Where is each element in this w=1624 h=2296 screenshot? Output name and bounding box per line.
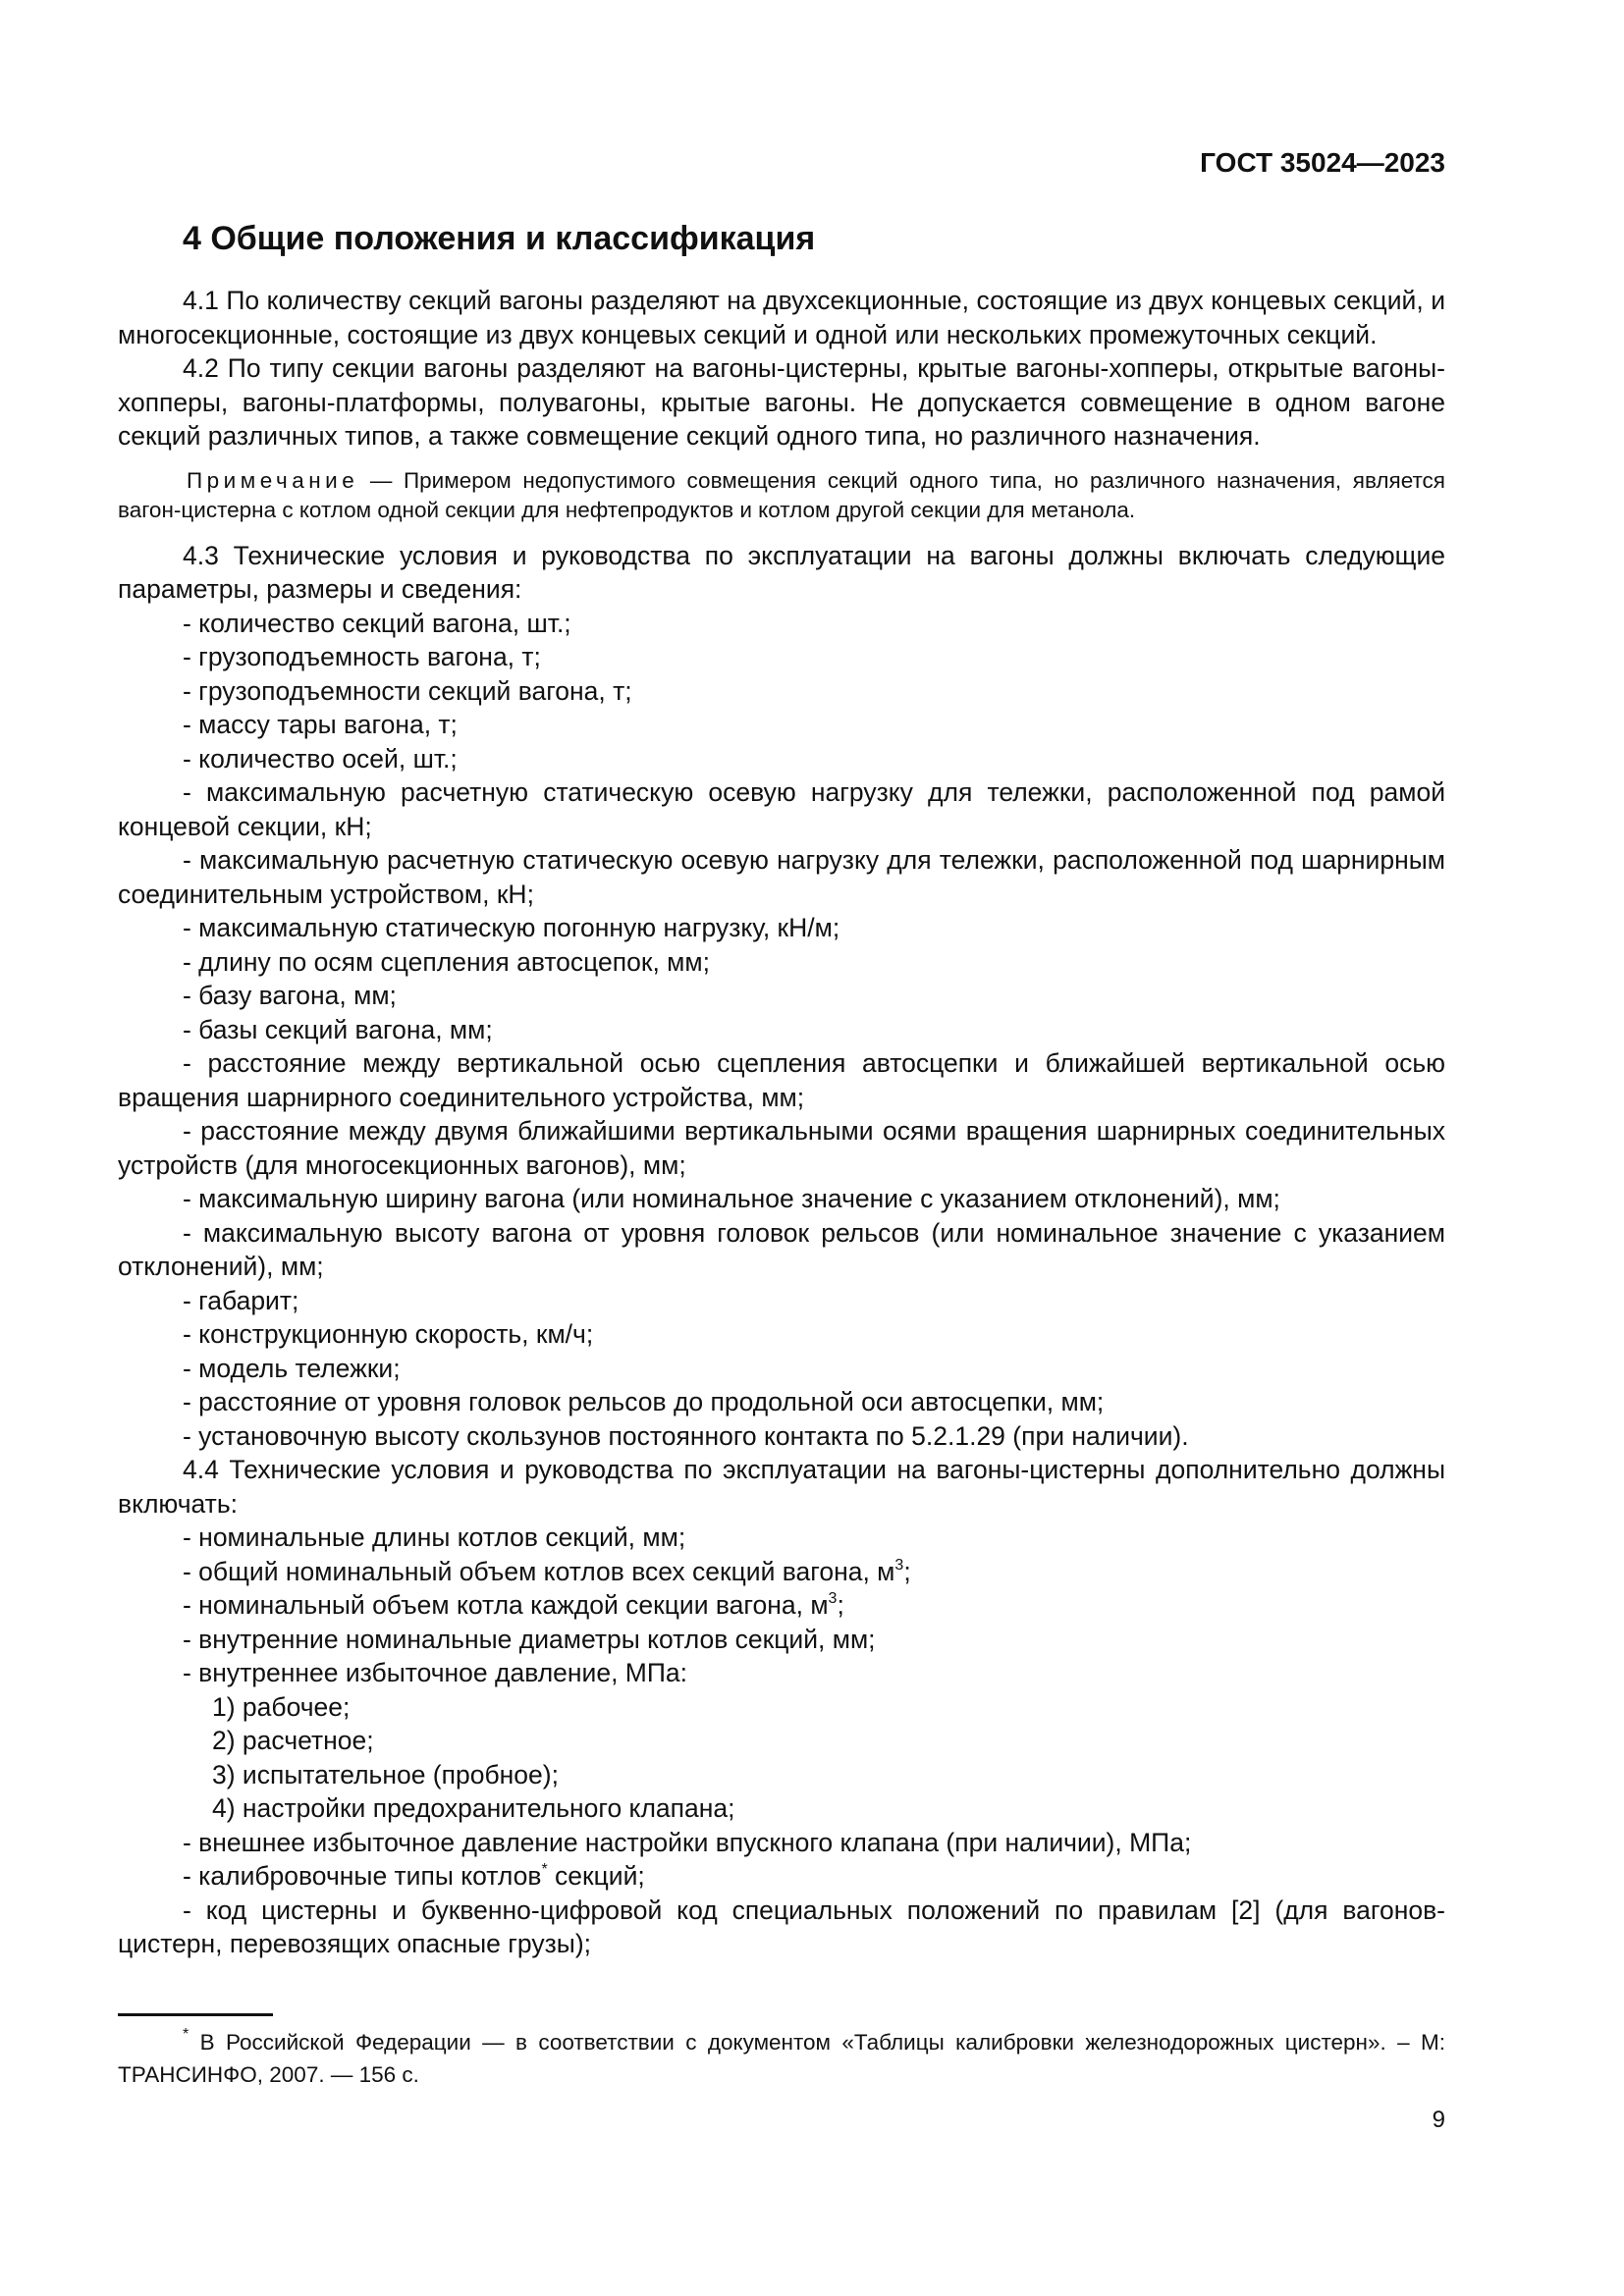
paragraph-4-3: 4.3 Технические условия и руководства по эксплуатации на вагоны должны включать следующие параметры, размеры и сведения: [118,540,1445,604]
document-body [118,284,1445,1961]
page-number: 9 [1432,2107,1445,2133]
paragraph-4-2: 4.2 По типу секции вагоны разделяют на вагоны-цистерны, крытые вагоны-хопперы, открытые вагоны-хопперы, вагоны-платформы, полувагоны, крытые вагоны. Не допускается совмещение в одном вагоне секций различных типов, а также совмещение секций одного типа, но различного назначения. [118,353,1445,451]
list-item: - количество секций вагона, шт.; [183,608,571,638]
list-item: - расстояние между вертикальной осью сцепления автосцепки и ближайшей вертикальной осью вращения шарнирного соединительного устройства, мм; [118,1048,1445,1112]
list-item-text: - номинальный объем котла каждой секции вагона, м [183,1590,829,1620]
list-item: - установочную высоту скользунов постоянного контакта по 5.2.1.29 (при наличии). [183,1420,1189,1451]
pressure-sublist [118,1690,1445,1826]
footnote-text: В Российской Федерации — в соответствии с документом «Таблицы калибровки железнодорожных цистерн». – М: ТРАНСИНФО, 2007. — 156 с. [118,2030,1445,2087]
paragraph-4-4: 4.4 Технические условия и руководства по эксплуатации на вагоны-цистерны дополнительно должны включать: [118,1455,1445,1519]
list-item: - расстояние от уровня головок рельсов до продольной оси автосцепки, мм; [183,1387,1105,1416]
footnote-mark: * [183,2026,189,2043]
list-item: - количество осей, шт.; [183,743,458,774]
footnote-divider [118,2013,273,2016]
list-item [118,1588,1445,1623]
footnote-reference: * [541,1861,548,1878]
list-item: - грузоподъемности секций вагона, т; [183,675,632,706]
list-item: - массу тары вагона, т; [183,710,458,739]
list-item: - код цистерны и буквенно-цифровой код специальных положений по правилам [2] (для вагонов-цистерн, перевозящих опасные грузы); [118,1895,1445,1958]
list-item: - грузоподъемность вагона, т; [183,642,541,671]
list-item-end: ; [903,1556,911,1586]
list-item: - максимальную ширину вагона (или номинальное значение с указанием отклонений), мм; [183,1184,1280,1213]
list-item: - максимальную статическую погонную нагрузку, кН/м; [183,913,840,942]
list-item: - номинальные длины котлов секций, мм; [183,1522,686,1552]
list-item [118,1859,1445,1894]
list-item-text: - общий номинальный объем котлов всех секций вагона, м [183,1556,895,1586]
paragraph-4-1: 4.1 По количеству секций вагоны разделяют на двухсекционные, состоящие из двух концевых секций, и многосекционные, состоящие из двух концевых секций и одной или нескольких промежуточных секций. [118,286,1445,349]
document-code: ГОСТ 35024—2023 [1200,147,1445,178]
list-item: - конструкционную скорость, км/ч; [183,1319,594,1349]
list-item: - модель тележки; [183,1353,401,1383]
list-item: - расстояние между двумя ближайшими вертикальными осями вращения шарнирных соединительных устройств (для многосекционных вагонов), мм; [118,1116,1445,1180]
list-item-text: - калибровочные типы котлов [183,1861,542,1891]
list-4-4-continued [118,1826,1445,1961]
list-item: - внутренние номинальные диаметры котлов секций, мм; [183,1624,876,1654]
sublist-item: 4) настройки предохранительного клапана; [212,1793,735,1823]
note-label: Примечание [187,467,359,493]
superscript-3: 3 [894,1556,904,1574]
note-text: — Примером недопустимого совмещения секций одного типа, но различного назначения, является вагон-цистерна с котлом одной секции для нефтепродуктов и котлом другой секции для метанола. [118,467,1445,522]
list-item: - базу вагона, мм; [183,981,397,1010]
list-4-4 [118,1521,1445,1690]
list-item [118,1555,1445,1589]
list-item: - максимальную расчетную статическую осевую нагрузку для тележки, расположенной под рамой концевой секции, кН; [118,777,1445,841]
footnote [118,2026,1445,2091]
superscript-3: 3 [828,1590,838,1607]
sublist-item: 3) испытательное (пробное); [212,1759,559,1789]
list-item: - максимальную расчетную статическую осевую нагрузку для тележки, расположенной под шарнирным соединительным устройством, кН; [118,845,1445,909]
list-item: - длину по осям сцепления автосцепок, мм; [183,946,710,977]
list-item-end: секций; [547,1861,645,1891]
sublist-item: 1) рабочее; [212,1691,351,1722]
list-item: - внутреннее избыточное давление, МПа: [183,1658,688,1687]
list-item: - максимальную высоту вагона от уровня головок рельсов (или номинальное значение с указанием отклонений), мм; [118,1217,1445,1281]
section-title: 4 Общие положения и классификация [183,220,816,257]
list-item: - габарит; [183,1285,299,1315]
list-item-end: ; [837,1590,844,1620]
note [118,466,1445,525]
list-4-3 [118,607,1445,1454]
list-item: - базы секций вагона, мм; [183,1014,493,1044]
sublist-item: 2) расчетное; [212,1726,374,1755]
list-item: - внешнее избыточное давление настройки впускного клапана (при наличии), МПа; [183,1827,1192,1857]
